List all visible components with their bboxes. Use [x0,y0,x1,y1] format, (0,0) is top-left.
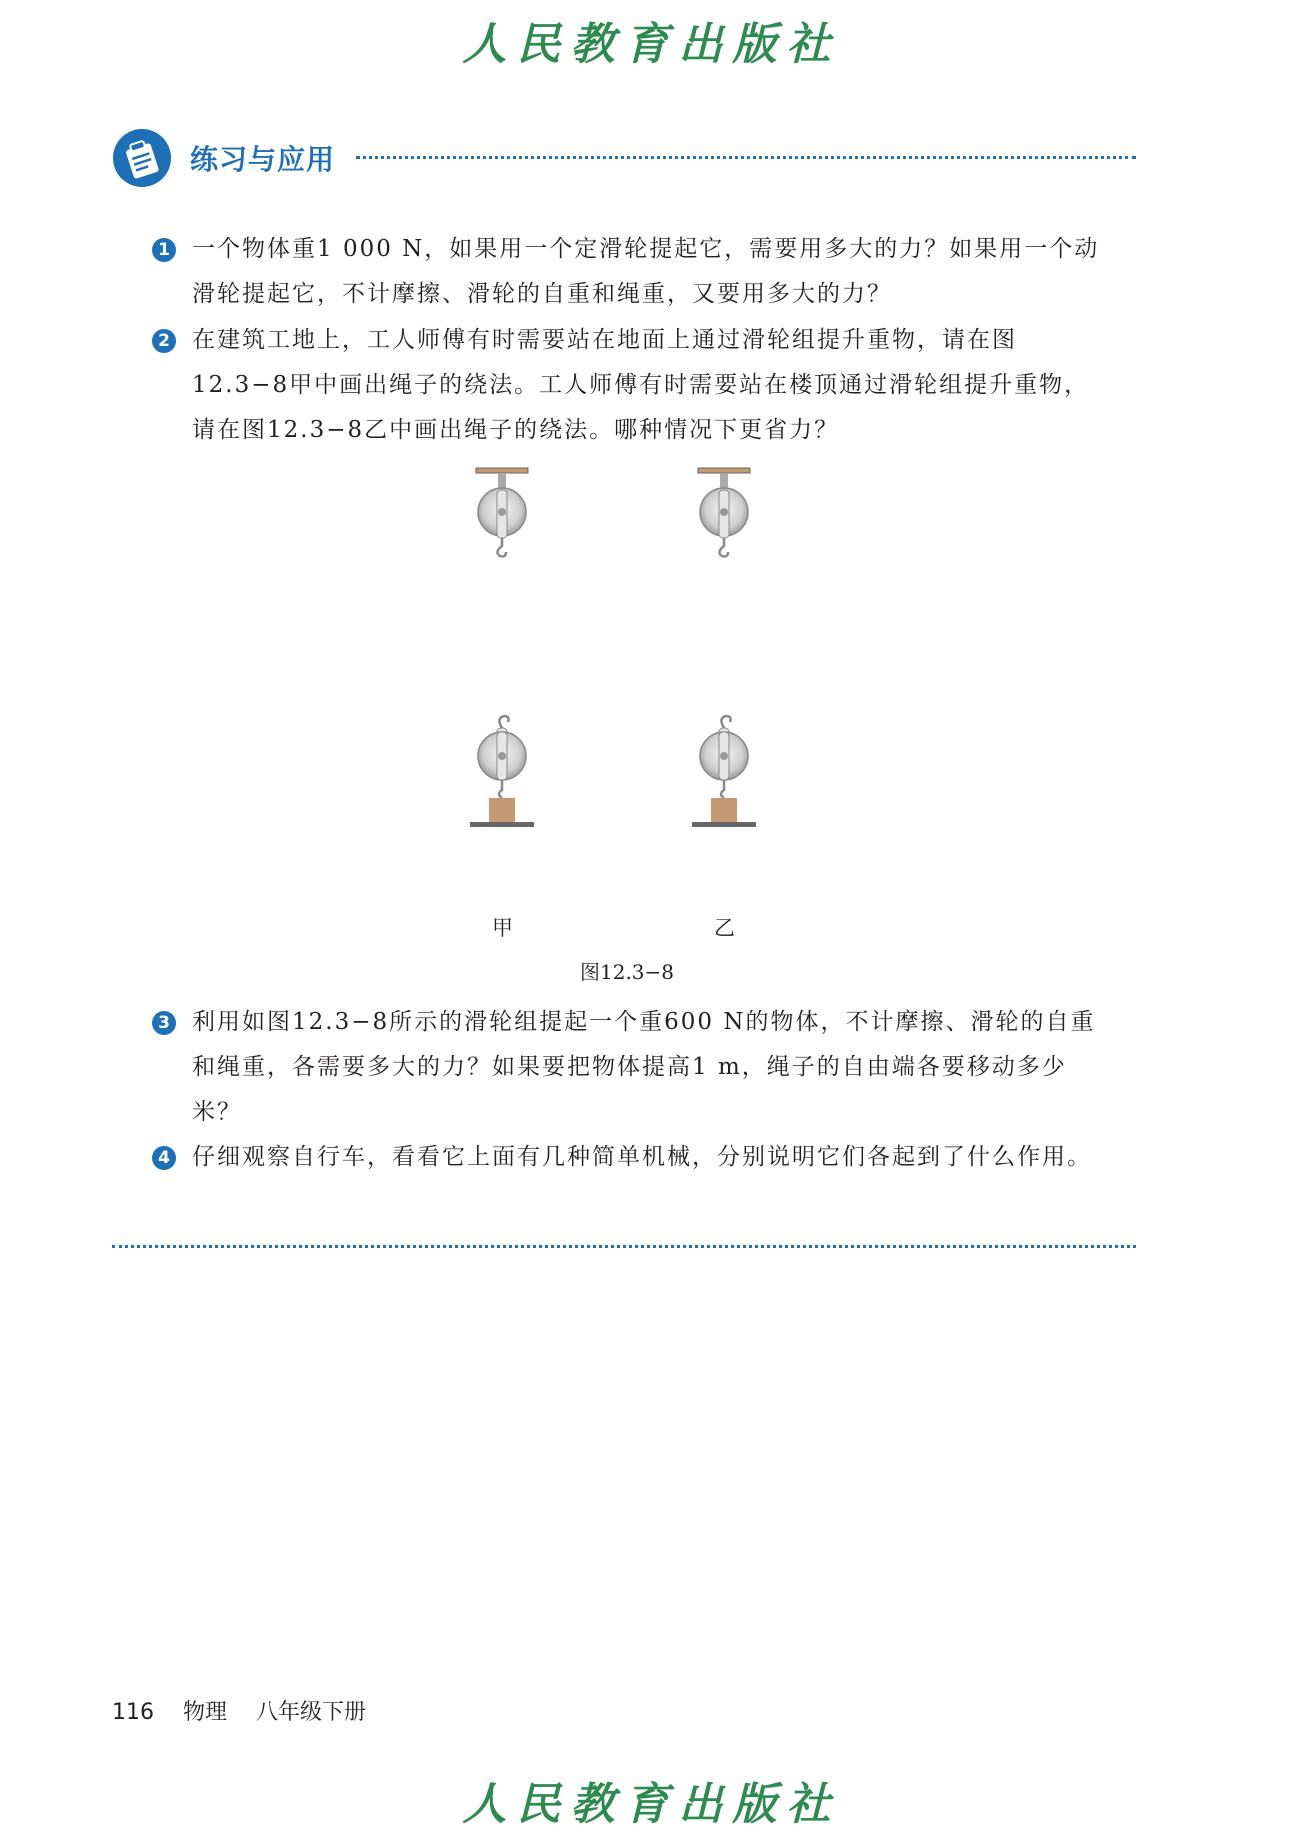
section-end-divider [112,1245,1136,1248]
question-2 [152,318,1112,453]
page-number: 116 [112,1700,154,1725]
question-text: 在建筑工地上，工人师傅有时需要站在地面上通过滑轮组提升重物，请在图12.3−8甲中画出绳子的绕法。工人师傅有时需要站在楼顶通过滑轮组提升重物，请在图12.3−8乙中画出绳子的绕法。哪种情况下更省力？ [192,327,1090,443]
section-title: 练习与应用 [190,143,336,176]
question-4 [152,1135,1112,1180]
fixed-pulley-right [698,468,750,557]
movable-pulley-right [692,716,756,827]
question-3 [152,1000,1112,1135]
fixed-pulley-left [476,468,528,557]
figure-label-right: 乙 [714,916,735,940]
publisher-watermark-bottom: 人民教育出版社 [462,1779,841,1830]
question-text: 仔细观察自行车，看看它上面有几种简单机械，分别说明它们各起到了什么作用。 [192,1144,1092,1170]
figure-caption: 图12.3−8 [580,960,675,984]
publisher-watermark-top: 人民教育出版社 [462,19,841,70]
question-1 [152,227,1112,317]
page-footer [112,1695,388,1726]
pulley-diagram [440,460,840,960]
question-text: 利用如图12.3−8所示的滑轮组提起一个重600 N的物体，不计摩擦、滑轮的自重和绳重，各需要多大的力？如果要把物体提高1 m，绳子的自由端各要移动多少米？ [192,1009,1096,1125]
pulley-figure [440,460,840,984]
exercise-clipboard-icon [112,128,172,188]
section-divider [356,156,1136,159]
question-number: 1 [152,238,176,262]
movable-pulley-left [470,716,534,827]
question-number: 4 [152,1146,176,1170]
question-number: 2 [152,329,176,353]
grade-label: 八年级下册 [256,1700,367,1725]
question-number: 3 [152,1011,176,1035]
figure-label-left: 甲 [492,916,513,940]
section-header [112,128,1136,192]
subject-name: 物理 [183,1700,228,1725]
question-text: 一个物体重1 000 N，如果用一个定滑轮提起它，需要用多大的力？如果用一个动滑轮提起它，不计摩擦、滑轮的自重和绳重，又要用多大的力？ [192,236,1100,307]
